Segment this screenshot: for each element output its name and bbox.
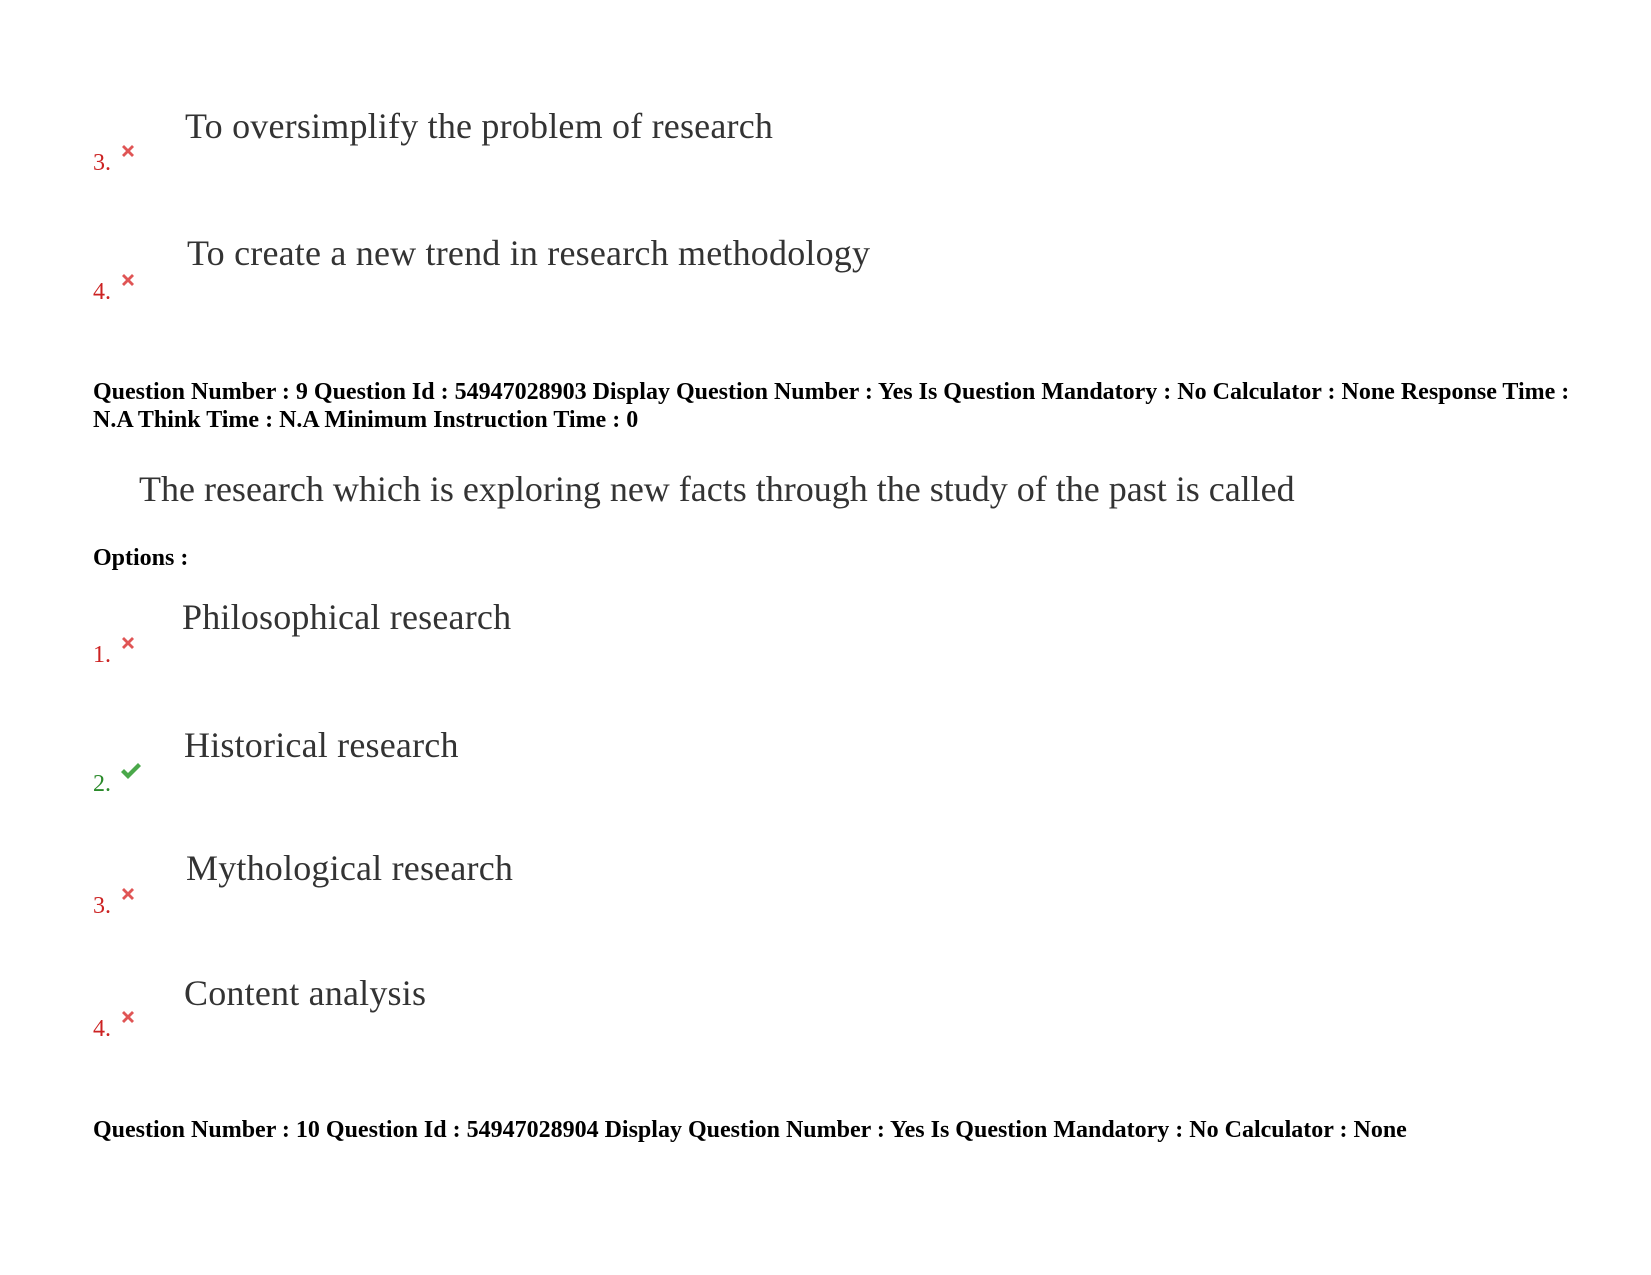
q9-option-2-text: Historical research xyxy=(184,725,459,765)
cross-icon xyxy=(119,883,137,910)
prev-option-3-text: To oversimplify the problem of research xyxy=(185,106,774,146)
option-number: 4. xyxy=(93,279,111,305)
question-9-meta: Question Number : 9 Question Id : 54947028903 Display Question Number : Yes Is Question Mandatory : No Calculator : None Response Time : N.A Think Time : N.A Minimum Instruction Time : 0 xyxy=(93,379,1570,433)
prev-option-4-number xyxy=(93,279,137,306)
cross-icon xyxy=(119,632,137,659)
prev-option-3-number xyxy=(93,150,137,177)
q9-option-4-text: Content analysis xyxy=(184,973,427,1013)
option-number: 4. xyxy=(93,1016,111,1042)
option-number: 3. xyxy=(93,893,111,919)
options-label: Options : xyxy=(93,545,189,571)
q9-option-3-text: Mythological research xyxy=(186,848,514,888)
cross-icon xyxy=(119,269,137,296)
cross-icon xyxy=(119,1006,137,1033)
q9-option-1-number xyxy=(93,642,137,669)
cross-icon xyxy=(119,140,137,167)
prev-option-4-text: To create a new trend in research methodology xyxy=(187,233,871,273)
option-number: 1. xyxy=(93,642,111,668)
q9-option-3-number xyxy=(93,893,137,920)
option-number: 3. xyxy=(93,150,111,176)
q9-option-1-text: Philosophical research xyxy=(182,597,512,637)
q9-option-2-number xyxy=(93,771,143,798)
check-icon xyxy=(119,761,143,788)
q9-option-4-number xyxy=(93,1016,137,1043)
question-9-stem: The research which is exploring new facts through the study of the past is called xyxy=(139,469,1295,509)
option-number: 2. xyxy=(93,771,111,797)
question-10-meta: Question Number : 10 Question Id : 54947028904 Display Question Number : Yes Is Question Mandatory : No Calculator : None xyxy=(93,1117,1407,1143)
